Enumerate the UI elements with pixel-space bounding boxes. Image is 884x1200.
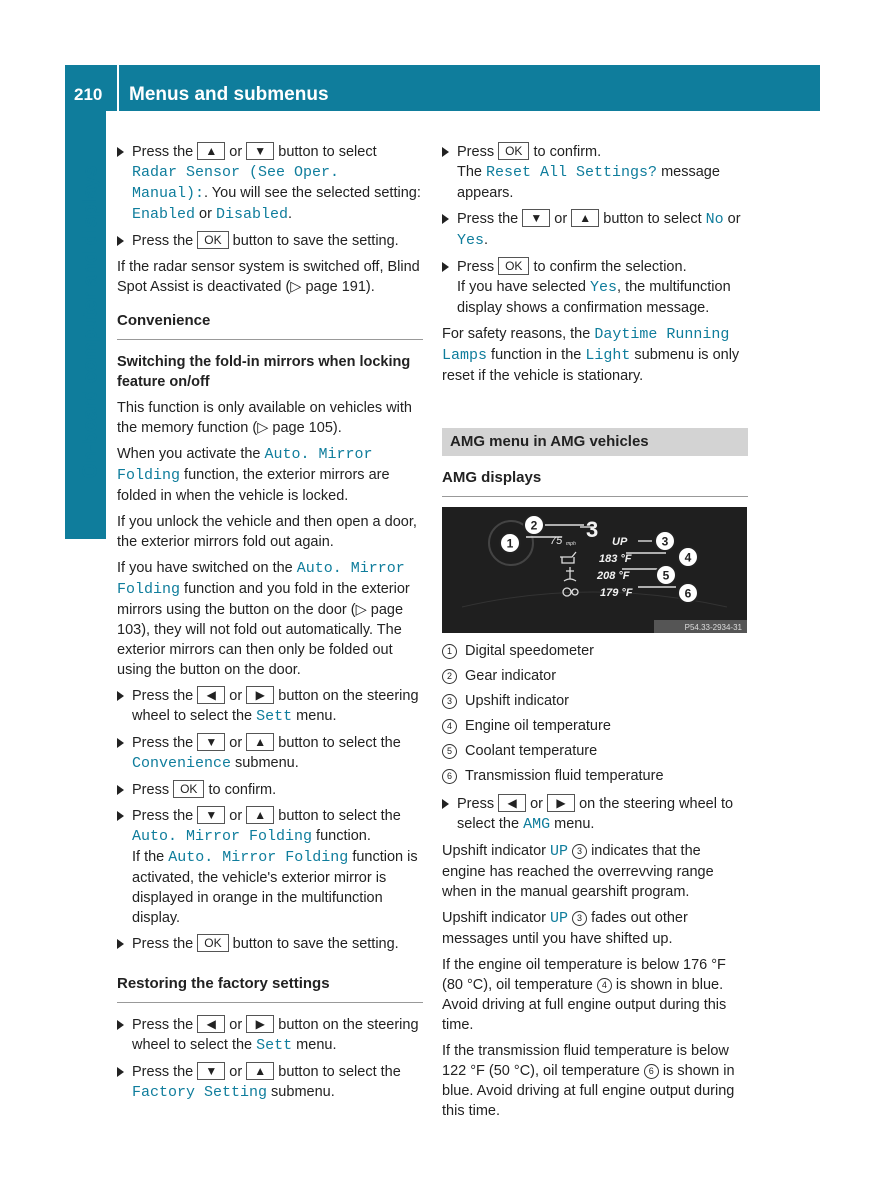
right-key-icon: ▶ (246, 686, 274, 704)
right-key-icon: ▶ (547, 794, 575, 812)
ok-key-icon: OK (498, 142, 529, 160)
speed-unit: mph (566, 541, 576, 547)
menu-term: Auto. Mirror Folding (117, 560, 405, 598)
menu-term: UP (550, 910, 569, 927)
section-heading: Convenience (117, 311, 423, 340)
list-item: Press the OK button to save the setting. (117, 231, 423, 251)
sidebar-label: On-board computer and displays (79, 165, 102, 479)
bullet-arrow-icon (117, 939, 124, 949)
legend-item: 2 Gear indicator (442, 666, 748, 686)
menu-term: Sett (256, 708, 293, 725)
list-item: Press the ▼ or ▲ button to select the Factory Setting submenu. (117, 1062, 423, 1103)
paragraph: If the transmission fluid temperature is below 122 °F (50 °C), oil temperature 6 is shown in blue. Avoid driving at full engine output during this time. (442, 1043, 735, 1119)
menu-term: Radar Sensor (See Oper. Manual): (132, 164, 340, 202)
callout-number: 3 (572, 911, 587, 926)
list-item: Press ◀ or ▶ on the steering wheel to select the AMG menu. (442, 794, 748, 835)
up-key-icon: ▲ (571, 209, 599, 227)
callout-3 (655, 531, 675, 551)
bullet-arrow-icon (117, 236, 124, 246)
bullet-arrow-icon (117, 1067, 124, 1077)
svg-text:6: 6 (684, 586, 692, 601)
right-column (442, 142, 748, 1127)
menu-term: Disabled (215, 206, 288, 223)
menu-term: Sett (256, 1037, 293, 1054)
svg-text:5: 5 (662, 568, 670, 583)
upshift-readout: UP (612, 536, 628, 548)
bullet-arrow-icon (442, 262, 449, 272)
svg-text:4: 4 (684, 550, 692, 565)
callout-number: 4 (597, 978, 612, 993)
paragraph: For safety reasons, the Daytime Running Lamps function in the Light submenu is only reset if the vehicle is stationary. (442, 326, 740, 384)
left-key-icon: ◀ (498, 794, 526, 812)
section-heading: Restoring the factory settings (117, 974, 423, 1003)
callout-number: 5 (442, 744, 457, 759)
left-key-icon: ◀ (197, 686, 225, 704)
svg-text:1: 1 (506, 536, 514, 551)
menu-term: Yes (457, 232, 485, 249)
page-header (65, 65, 820, 111)
bullet-arrow-icon (117, 785, 124, 795)
callout-number: 6 (644, 1064, 659, 1079)
left-column (117, 142, 423, 1109)
callout-number: 3 (572, 844, 587, 859)
figure-code: P54.33-2934-31 (684, 623, 742, 632)
menu-term: AMG (523, 816, 551, 833)
bullet-arrow-icon (117, 811, 124, 821)
left-key-icon: ◀ (197, 1015, 225, 1033)
amg-display-image (442, 507, 747, 633)
menu-term: Enabled (132, 206, 196, 223)
list-item: Press OK to confirm. (117, 780, 423, 800)
menu-term: Reset All Settings? (486, 164, 658, 181)
page-title: Menus and submenus (129, 84, 329, 105)
header-divider (117, 65, 119, 111)
bullet-arrow-icon (117, 147, 124, 157)
list-item: Press the ▼ or ▲ button to select the Convenience submenu. (117, 733, 423, 774)
legend-item: 4 Engine oil temperature (442, 716, 748, 736)
menu-term: UP (550, 843, 569, 860)
up-key-icon: ▲ (246, 806, 274, 824)
menu-term: Auto. Mirror Folding (117, 446, 373, 484)
paragraph: Upshift indicator UP 3 fades out other messages until you have shifted up. (442, 910, 688, 947)
bullet-arrow-icon (117, 691, 124, 701)
bullet-arrow-icon (442, 799, 449, 809)
menu-term: Yes (590, 279, 618, 296)
paragraph: If the engine oil temperature is below 176 °F (80 °C), oil temperature 4 is shown in blue. Avoid driving at full engine output during this time. (442, 957, 727, 1033)
paragraph: When you activate the Auto. Mirror Folding function, the exterior mirrors are folded in when the vehicle is locked. (117, 446, 390, 504)
list-item: Press the OK button to save the setting. (117, 934, 423, 954)
callout-number: 3 (442, 694, 457, 709)
bullet-arrow-icon (442, 214, 449, 224)
callout-4 (678, 547, 698, 567)
paragraph: If you unlock the vehicle and then open a door, the exterior mirrors fold out again. (117, 514, 417, 550)
list-item: Press the ▲ or ▼ button to select Radar Sensor (See Oper. Manual):. You will see the selected setting: Enabled or Disabled. (117, 142, 423, 225)
ok-key-icon: OK (173, 780, 204, 798)
up-key-icon: ▲ (197, 142, 225, 160)
coolant-temp-readout: 208 °F (597, 570, 630, 582)
menu-term: Factory Setting (132, 1084, 268, 1101)
paragraph: If you have switched on the Auto. Mirror Folding function and you fold in the exterior mirrors using the button on the door (▷ page 103), they will not fold out automatically. The exterior mirrors can then only be folded out using the button on the door. (117, 560, 410, 678)
down-key-icon: ▼ (522, 209, 550, 227)
down-key-icon: ▼ (246, 142, 274, 160)
page-number: 210 (74, 85, 103, 104)
trans-temp-readout: 179 °F (600, 587, 633, 599)
callout-number: 2 (442, 669, 457, 684)
oil-temp-readout: 183 °F (599, 553, 632, 565)
callout-5 (656, 565, 676, 585)
paragraph: Upshift indicator UP 3 indicates that the engine has reached the overrevving range when in the manual gearshift program. (442, 843, 714, 900)
svg-text:2: 2 (530, 518, 538, 533)
up-key-icon: ▲ (246, 733, 274, 751)
paragraph: If the radar sensor system is switched off, Blind Spot Assist is deactivated (▷ page 191). (117, 259, 420, 295)
section-heading: AMG displays (442, 468, 748, 497)
callout-number: 1 (442, 644, 457, 659)
right-key-icon: ▶ (246, 1015, 274, 1033)
bullet-arrow-icon (442, 147, 449, 157)
ok-key-icon: OK (197, 934, 228, 952)
callout-number: 6 (442, 769, 457, 784)
section-band: AMG menu in AMG vehicles (442, 428, 748, 456)
paragraph: This function is only available on vehicles with the memory function (▷ page 105). (117, 400, 412, 436)
callout-2 (524, 515, 544, 535)
menu-term: Light (585, 347, 631, 364)
legend-item: 5 Coolant temperature (442, 741, 748, 761)
up-key-icon: ▲ (246, 1062, 274, 1080)
menu-term: Auto. Mirror Folding (168, 849, 349, 866)
subsection-heading: Switching the fold-in mirrors when locking feature on/off (117, 354, 411, 390)
list-item: Press OK to confirm the selection. If you have selected Yes, the multifunction display shows a confirmation message. (442, 257, 748, 318)
menu-term: Convenience (132, 755, 232, 772)
amg-display-graphic (442, 507, 747, 633)
gear-readout: 3 (586, 517, 599, 542)
list-item: Press the ◀ or ▶ button on the steering wheel to select the Sett menu. (117, 1015, 423, 1056)
list-item: Press the ◀ or ▶ button on the steering wheel to select the Sett menu. (117, 686, 423, 727)
callout-number: 4 (442, 719, 457, 734)
list-item: Press OK to confirm. The Reset All Settings? message appears. (442, 142, 748, 203)
list-item: Press the ▼ or ▲ button to select No or Yes. (442, 209, 748, 251)
bullet-arrow-icon (117, 738, 124, 748)
legend-item: 6 Transmission fluid temperature (442, 766, 748, 786)
ok-key-icon: OK (197, 231, 228, 249)
list-item: Press the ▼ or ▲ button to select the Auto. Mirror Folding function. If the Auto. Mirror Folding function is activated, the vehicle's exterior mirror is displayed in orange in the multifunction display. (117, 806, 423, 928)
bullet-arrow-icon (117, 1020, 124, 1030)
menu-term: No (705, 211, 724, 228)
speed-readout: 75 (550, 535, 563, 547)
down-key-icon: ▼ (197, 806, 225, 824)
callout-6 (678, 583, 698, 603)
down-key-icon: ▼ (197, 733, 225, 751)
svg-text:3: 3 (661, 534, 669, 549)
menu-term: Auto. Mirror Folding (132, 828, 313, 845)
down-key-icon: ▼ (197, 1062, 225, 1080)
ok-key-icon: OK (498, 257, 529, 275)
callout-1 (500, 533, 520, 553)
legend-item: 1 Digital speedometer (442, 641, 748, 661)
legend-item: 3 Upshift indicator (442, 691, 748, 711)
menu-term: Daytime Running Lamps (442, 326, 730, 364)
